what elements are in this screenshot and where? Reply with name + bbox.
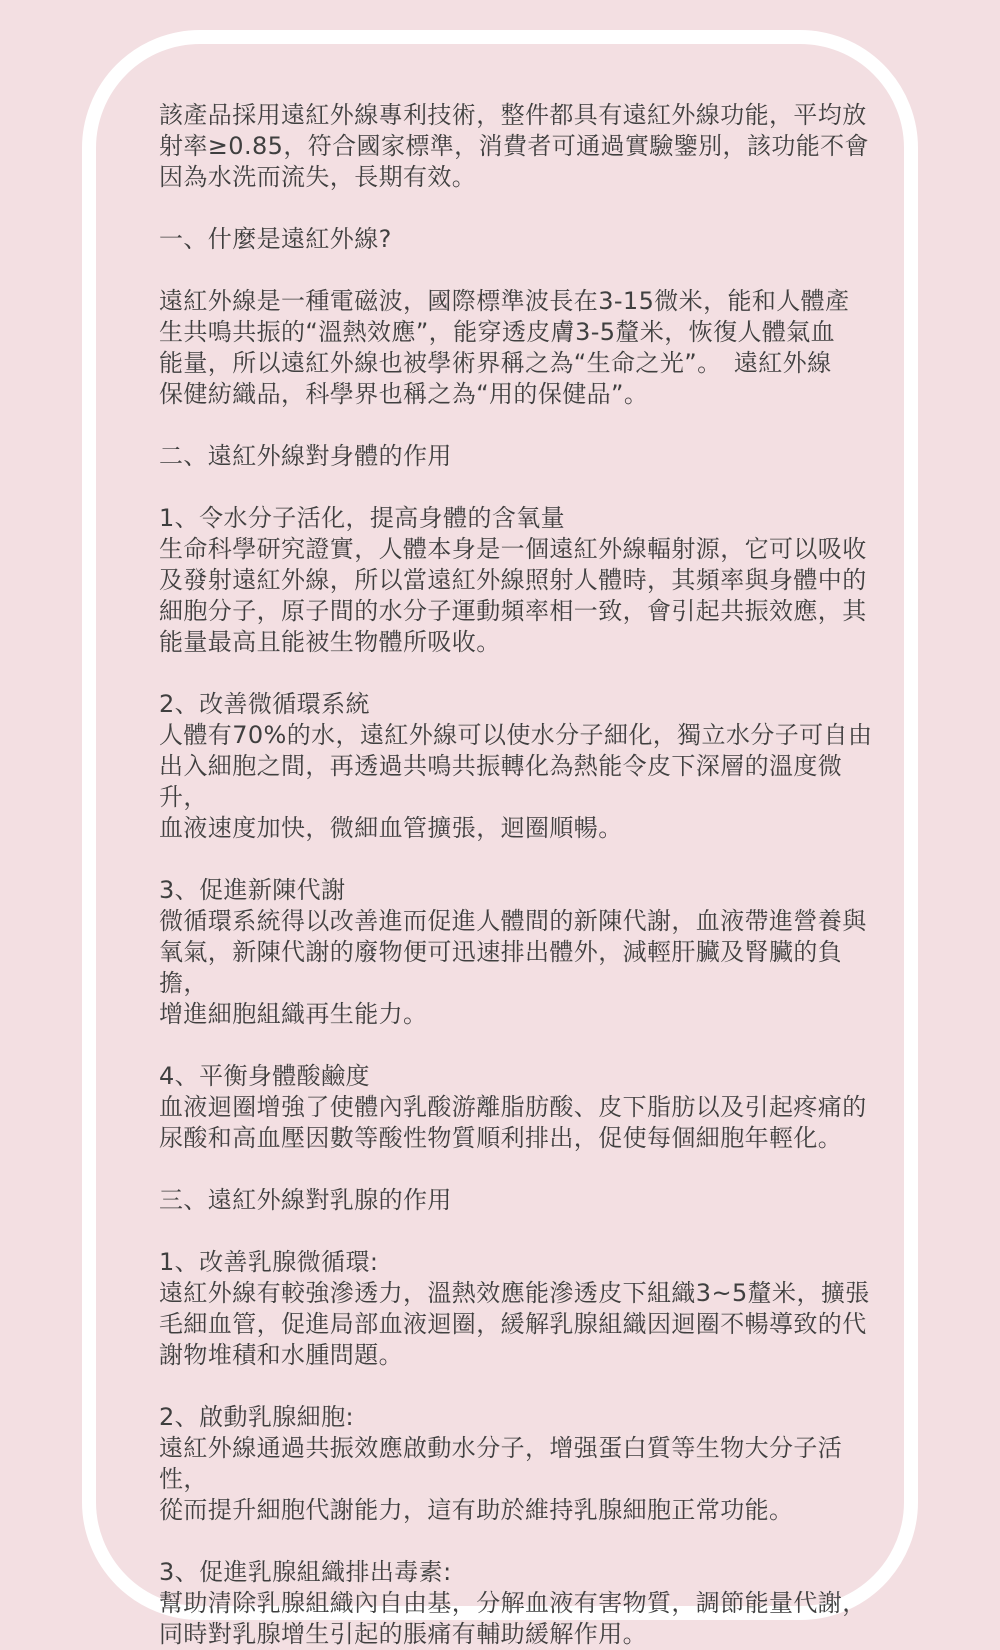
section-3-item-1 <box>159 1247 879 1371</box>
section-3-item-3 <box>159 1557 879 1650</box>
section-1-heading <box>159 224 879 255</box>
section-2-heading <box>159 441 879 472</box>
text-line: 出入細胞之間，再透過共鳴共振轉化為熱能令皮下深層的溫度微升， <box>159 752 843 811</box>
section-1-body <box>159 286 879 410</box>
text-line: 及發射遠紅外線，所以當遠紅外線照射人體時，其頻率與身體中的 <box>159 566 867 594</box>
text-line: 尿酸和高血壓因數等酸性物質順利排出，促使每個細胞年輕化。 <box>159 1124 843 1152</box>
section-2-item-3 <box>159 875 879 1030</box>
text-line: 毛細血管，促進局部血液迴圈，緩解乳腺組織因迴圈不暢導致的代 <box>159 1310 867 1338</box>
text-line: 射率≥0.85，符合國家標準，消費者可通過實驗鑒別，該功能不會 <box>159 132 869 160</box>
section-2-item-1 <box>159 503 879 658</box>
intro-paragraph <box>159 100 879 193</box>
text-line: 血液速度加快，微細血管擴張，迴圈順暢。 <box>159 814 623 842</box>
text-line: 能量，所以遠紅外線也被學術界稱之為“生命之光”。 遠紅外線 <box>159 349 832 377</box>
text-line: 保健紡織品，科學界也稱之為“用的保健品”。 <box>159 380 649 408</box>
section-heading: 三、遠紅外線對乳腺的作用 <box>159 1186 452 1214</box>
text-line: 氧氣，新陳代謝的廢物便可迅速排出體外，減輕肝臟及腎臟的負擔， <box>159 938 843 997</box>
text-line: 微循環系統得以改善進而促進人體間的新陳代謝，血液帶進營養與 <box>159 907 867 935</box>
item-title: 1、改善乳腺微循環: <box>159 1248 379 1276</box>
text-line: 能量最高且能被生物體所吸收。 <box>159 628 501 656</box>
text-line: 該產品採用遠紅外線專利技術，整件都具有遠紅外線功能，平均放 <box>159 101 867 129</box>
article-text <box>159 100 879 1650</box>
text-line: 細胞分子，原子間的水分子運動頻率相一致，會引起共振效應，其 <box>159 597 867 625</box>
text-line: 同時對乳腺增生引起的脹痛有輔助緩解作用。 <box>159 1620 647 1648</box>
text-line: 遠紅外線有較強滲透力，溫熱效應能滲透皮下組織3~5釐米，擴張 <box>159 1279 870 1307</box>
item-title: 2、啟動乳腺細胞: <box>159 1403 354 1431</box>
item-title: 3、促進新陳代謝 <box>159 876 346 904</box>
text-line: 增進細胞組織再生能力。 <box>159 1000 428 1028</box>
text-line: 人體有70%的水，遠紅外線可以使水分子細化，獨立水分子可自由 <box>159 721 873 749</box>
item-title: 3、促進乳腺組織排出毒素: <box>159 1558 452 1586</box>
section-2-item-2 <box>159 689 879 844</box>
text-line: 生命科學研究證實，人體本身是一個遠紅外線輻射源，它可以吸收 <box>159 535 867 563</box>
text-line: 生共鳴共振的“溫熱效應”，能穿透皮膚3-5釐米，恢復人體氣血 <box>159 318 836 346</box>
item-title: 1、令水分子活化，提高身體的含氧量 <box>159 504 566 532</box>
text-line: 從而提升細胞代謝能力，這有助於維持乳腺細胞正常功能。 <box>159 1496 794 1524</box>
item-title: 4、平衡身體酸鹼度 <box>159 1062 370 1090</box>
text-line: 因為水洗而流失，長期有效。 <box>159 163 477 191</box>
section-heading: 二、遠紅外線對身體的作用 <box>159 442 452 470</box>
section-2-item-4 <box>159 1061 879 1154</box>
section-3-item-2 <box>159 1402 879 1526</box>
section-heading: 一、什麼是遠紅外線? <box>159 225 392 253</box>
section-3-heading <box>159 1185 879 1216</box>
text-line: 謝物堆積和水腫問題。 <box>159 1341 403 1369</box>
item-title: 2、改善微循環系統 <box>159 690 370 718</box>
text-line: 血液迴圈增強了使體內乳酸游離脂肪酸、皮下脂肪以及引起疼痛的 <box>159 1093 867 1121</box>
text-line: 遠紅外線是一種電磁波，國際標準波長在3-15微米，能和人體產 <box>159 287 850 315</box>
text-line: 幫助清除乳腺組織內自由基，分解血液有害物質，調節能量代謝， <box>159 1589 867 1617</box>
text-line: 遠紅外線通過共振效應啟動水分子，增强蛋白質等生物大分子活性， <box>159 1434 843 1493</box>
